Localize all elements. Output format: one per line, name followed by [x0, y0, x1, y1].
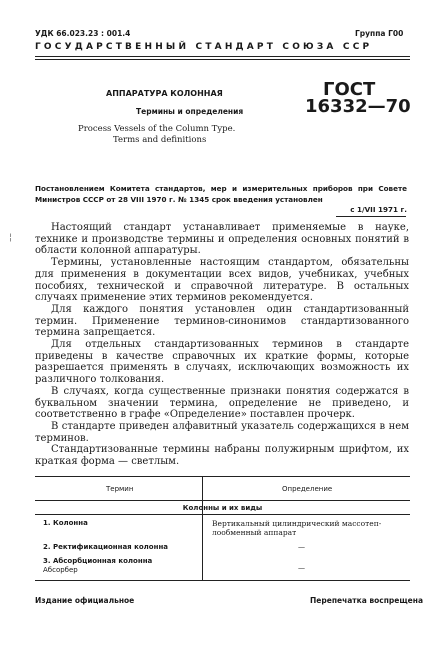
subtitle-russian: Термины и определения	[136, 107, 244, 116]
title-english-line2: Terms and definitions	[113, 135, 207, 145]
table-section-title: Колонны и их виды	[182, 504, 263, 512]
definition-1-line2: лообменный аппарат	[212, 528, 297, 537]
paragraph-2: Термины, установленные настоящим стандартом, обязательны для применения в документации всех видов, учебниках, учебных пособиях, технической и справочной литературе. В остальных случаях применение этих терминов рекомендуется.	[35, 257, 409, 304]
term-3: 3. Абсорбционная колонна	[43, 557, 153, 565]
paragraph-1: Настоящий стандарт устанавливает применяемые в науке, технике и производстве термины и определения основных понятий в области колонной аппаратуры.	[35, 222, 409, 257]
paragraph-5: В случаях, когда существенные признаки понятия содержатся в буквальном значении термина, определение не приведено, и соответственно в графе «Определение» поставлен прочерк.	[35, 385, 409, 421]
group-code: Группа Г00	[355, 29, 404, 38]
column-header-term: Термин	[106, 485, 134, 493]
column-header-definition: Определение	[282, 485, 333, 493]
term-1: 1. Колонна	[43, 519, 88, 527]
margin-mark: ¦	[9, 233, 13, 243]
header-rule-thin	[35, 59, 410, 60]
term-2: 2. Ректификационная колонна	[43, 543, 169, 551]
udk-code: УДК 66.023.23 : 001.4	[35, 29, 131, 38]
terms-table	[35, 476, 410, 581]
footer-reprint-notice: Перепечатка воспрещена	[310, 596, 424, 605]
title-russian: АППАРАТУРА КОЛОННАЯ	[106, 89, 223, 98]
state-standard-banner: ГОСУДАРСТВЕННЫЙ СТАНДАРТ СОЮЗА ССР	[35, 42, 373, 52]
definition-1-line1: Вертикальный цилиндрический массотеп-	[212, 519, 382, 528]
paragraph-3: Для каждого понятия установлен один стандартизованный термин. Применение терминов-синонимов стандартизованного термина запрещается.	[35, 303, 409, 339]
decree-underline	[336, 216, 406, 217]
header-rule-thick	[35, 56, 410, 57]
table-bottom-rule	[35, 580, 410, 581]
definition-3: —	[298, 564, 305, 572]
decree-text: Постановлением Комитета стандартов, мер и измерительных приборов при Совете Министров СССР от 28 VIII 1970 г. № 1345 срок введения установлен	[35, 184, 407, 204]
body-text	[35, 222, 409, 468]
decree-date: с 1/VII 1971 г.	[350, 205, 407, 214]
table-column-divider	[202, 476, 203, 581]
table-top-rule	[35, 476, 410, 477]
term-3-short: Абсорбер	[43, 566, 78, 574]
gost-label: ГОСТ	[323, 79, 376, 100]
footer-official-edition: Издание официальное	[35, 596, 135, 605]
paragraph-6: В стандарте приведен алфавитный указатель содержащихся в нем терминов.	[35, 420, 409, 444]
definition-2: —	[298, 543, 305, 551]
title-english-line1: Process Vessels of the Column Type.	[78, 124, 236, 134]
decree-statement	[35, 184, 407, 216]
table-header-rule	[35, 500, 410, 501]
paragraph-4: Для отдельных стандартизованных терминов в стандарте приведены в качестве справочных их краткие формы, которые разрешается применять в случаях, исключающих возможность их различного толкования.	[35, 339, 409, 386]
paragraph-7: Стандартизованные термины набраны полужирным шрифтом, их краткая форма — светлым.	[35, 444, 409, 468]
table-section-rule	[35, 514, 410, 515]
gost-number: 16332—70	[305, 96, 411, 117]
